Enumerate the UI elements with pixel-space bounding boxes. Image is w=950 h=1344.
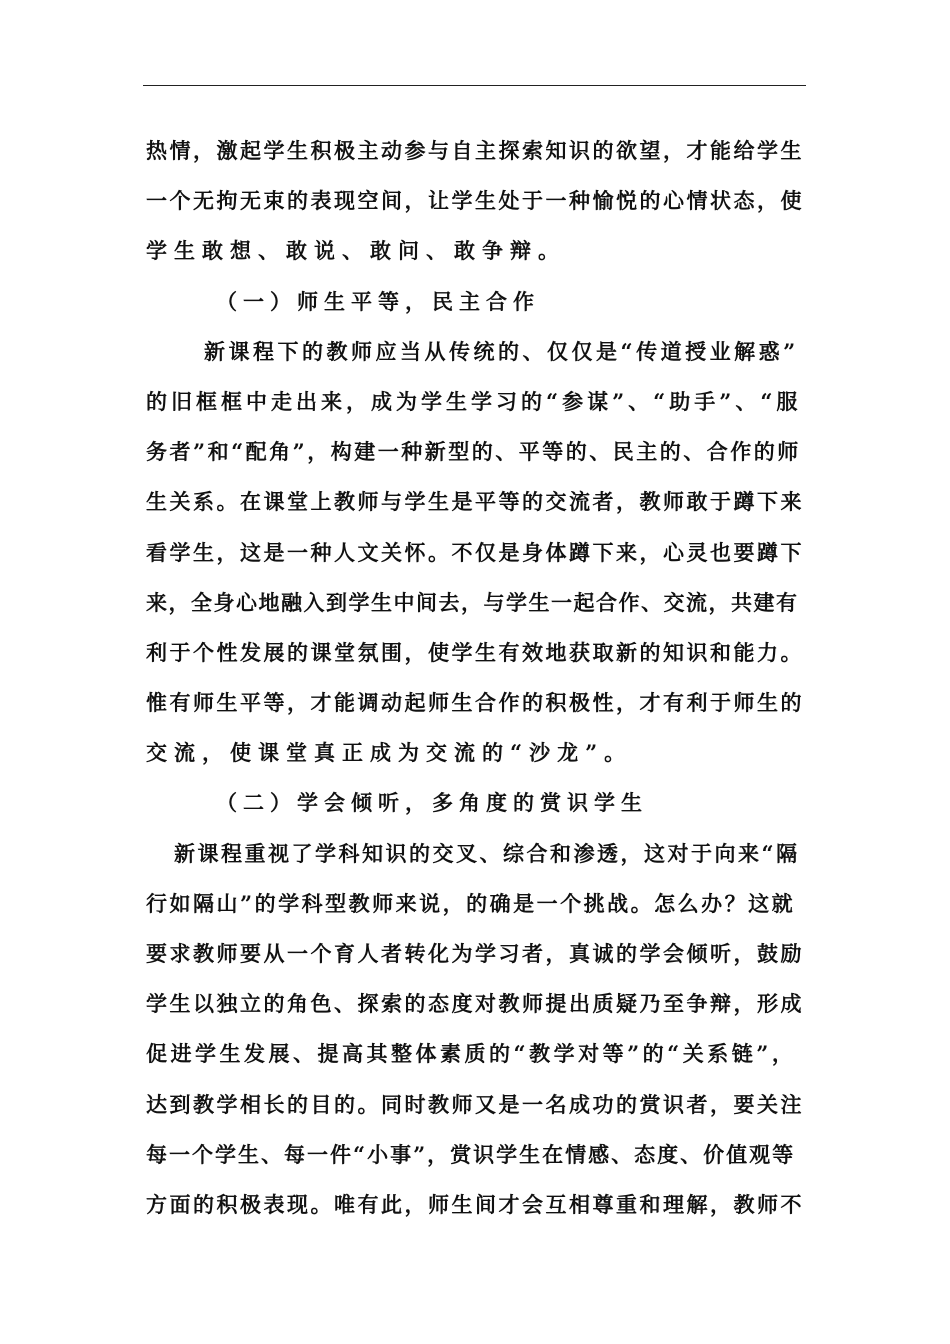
paragraph-line: 热情，激起学生积极主动参与自主探索知识的欲望，才能给学生: [146, 138, 804, 163]
paragraph-line: 新课程下的教师应当从传统的、仅仅是“传道授业解惑”: [204, 338, 799, 364]
paragraph-line: 促进学生发展、提高其整体素质的“教学对等”的“关系链”，: [146, 1041, 797, 1067]
paragraph-line: 学生敢想、敢说、敢问、敢争辩。: [146, 238, 566, 264]
paragraph-line: 的旧框框中走出来，成为学生学习的“参谋”、“助手”、“服: [146, 388, 802, 414]
section-heading-1: （一）师生平等，民主合作: [216, 288, 540, 314]
paragraph-line: 利于个性发展的课堂氛围，使学生有效地获取新的知识和能力。: [146, 639, 804, 665]
document-body: [146, 126, 806, 1230]
paragraph-line: 生关系。在课堂上教师与学生是平等的交流者，教师敢于蹲下来: [146, 489, 804, 515]
paragraph-line: 务者”和“配角”，构建一种新型的、平等的、民主的、合作的师: [146, 439, 801, 465]
paragraph-line: 每一个学生、每一件“小事”，赏识学生在情感、态度、价值观等: [146, 1141, 796, 1167]
paragraph-line: 看学生，这是一种人文关怀。不仅是身体蹲下来，心灵也要蹲下: [146, 539, 804, 565]
paragraph-line: 交流，使课堂真正成为交流的“沙龙”。: [146, 740, 633, 766]
paragraph-line: 行如隔山”的学科型教师来说，的确是一个挑战。怎么办？这就: [146, 890, 796, 916]
paragraph-line: 学生以独立的角色、探索的态度对教师提出质疑乃至争辩，形成: [146, 991, 804, 1017]
paragraph-line: 方面的积极表现。唯有此，师生间才会互相尊重和理解，教师不: [146, 1191, 804, 1217]
paragraph-line: 惟有师生平等，才能调动起师生合作的积极性，才有利于师生的: [146, 690, 804, 716]
paragraph-line: 来，全身心地融入到学生中间去，与学生一起合作、交流，共建有: [146, 589, 799, 615]
paragraph-line: 达到教学相长的目的。同时教师又是一名成功的赏识者，要关注: [146, 1091, 804, 1117]
paragraph-line: 一个无拘无束的表现空间，让学生处于一种愉悦的心情状态，使: [146, 188, 804, 214]
header-rule: [143, 85, 806, 86]
paragraph-line: 要求教师要从一个育人者转化为学习者，真诚的学会倾听，鼓励: [146, 941, 804, 966]
paragraph-line: 新课程重视了学科知识的交叉、综合和渗透，这对于向来“隔: [174, 840, 800, 866]
section-heading-2: （二）学会倾听，多角度的赏识学生: [216, 790, 648, 816]
